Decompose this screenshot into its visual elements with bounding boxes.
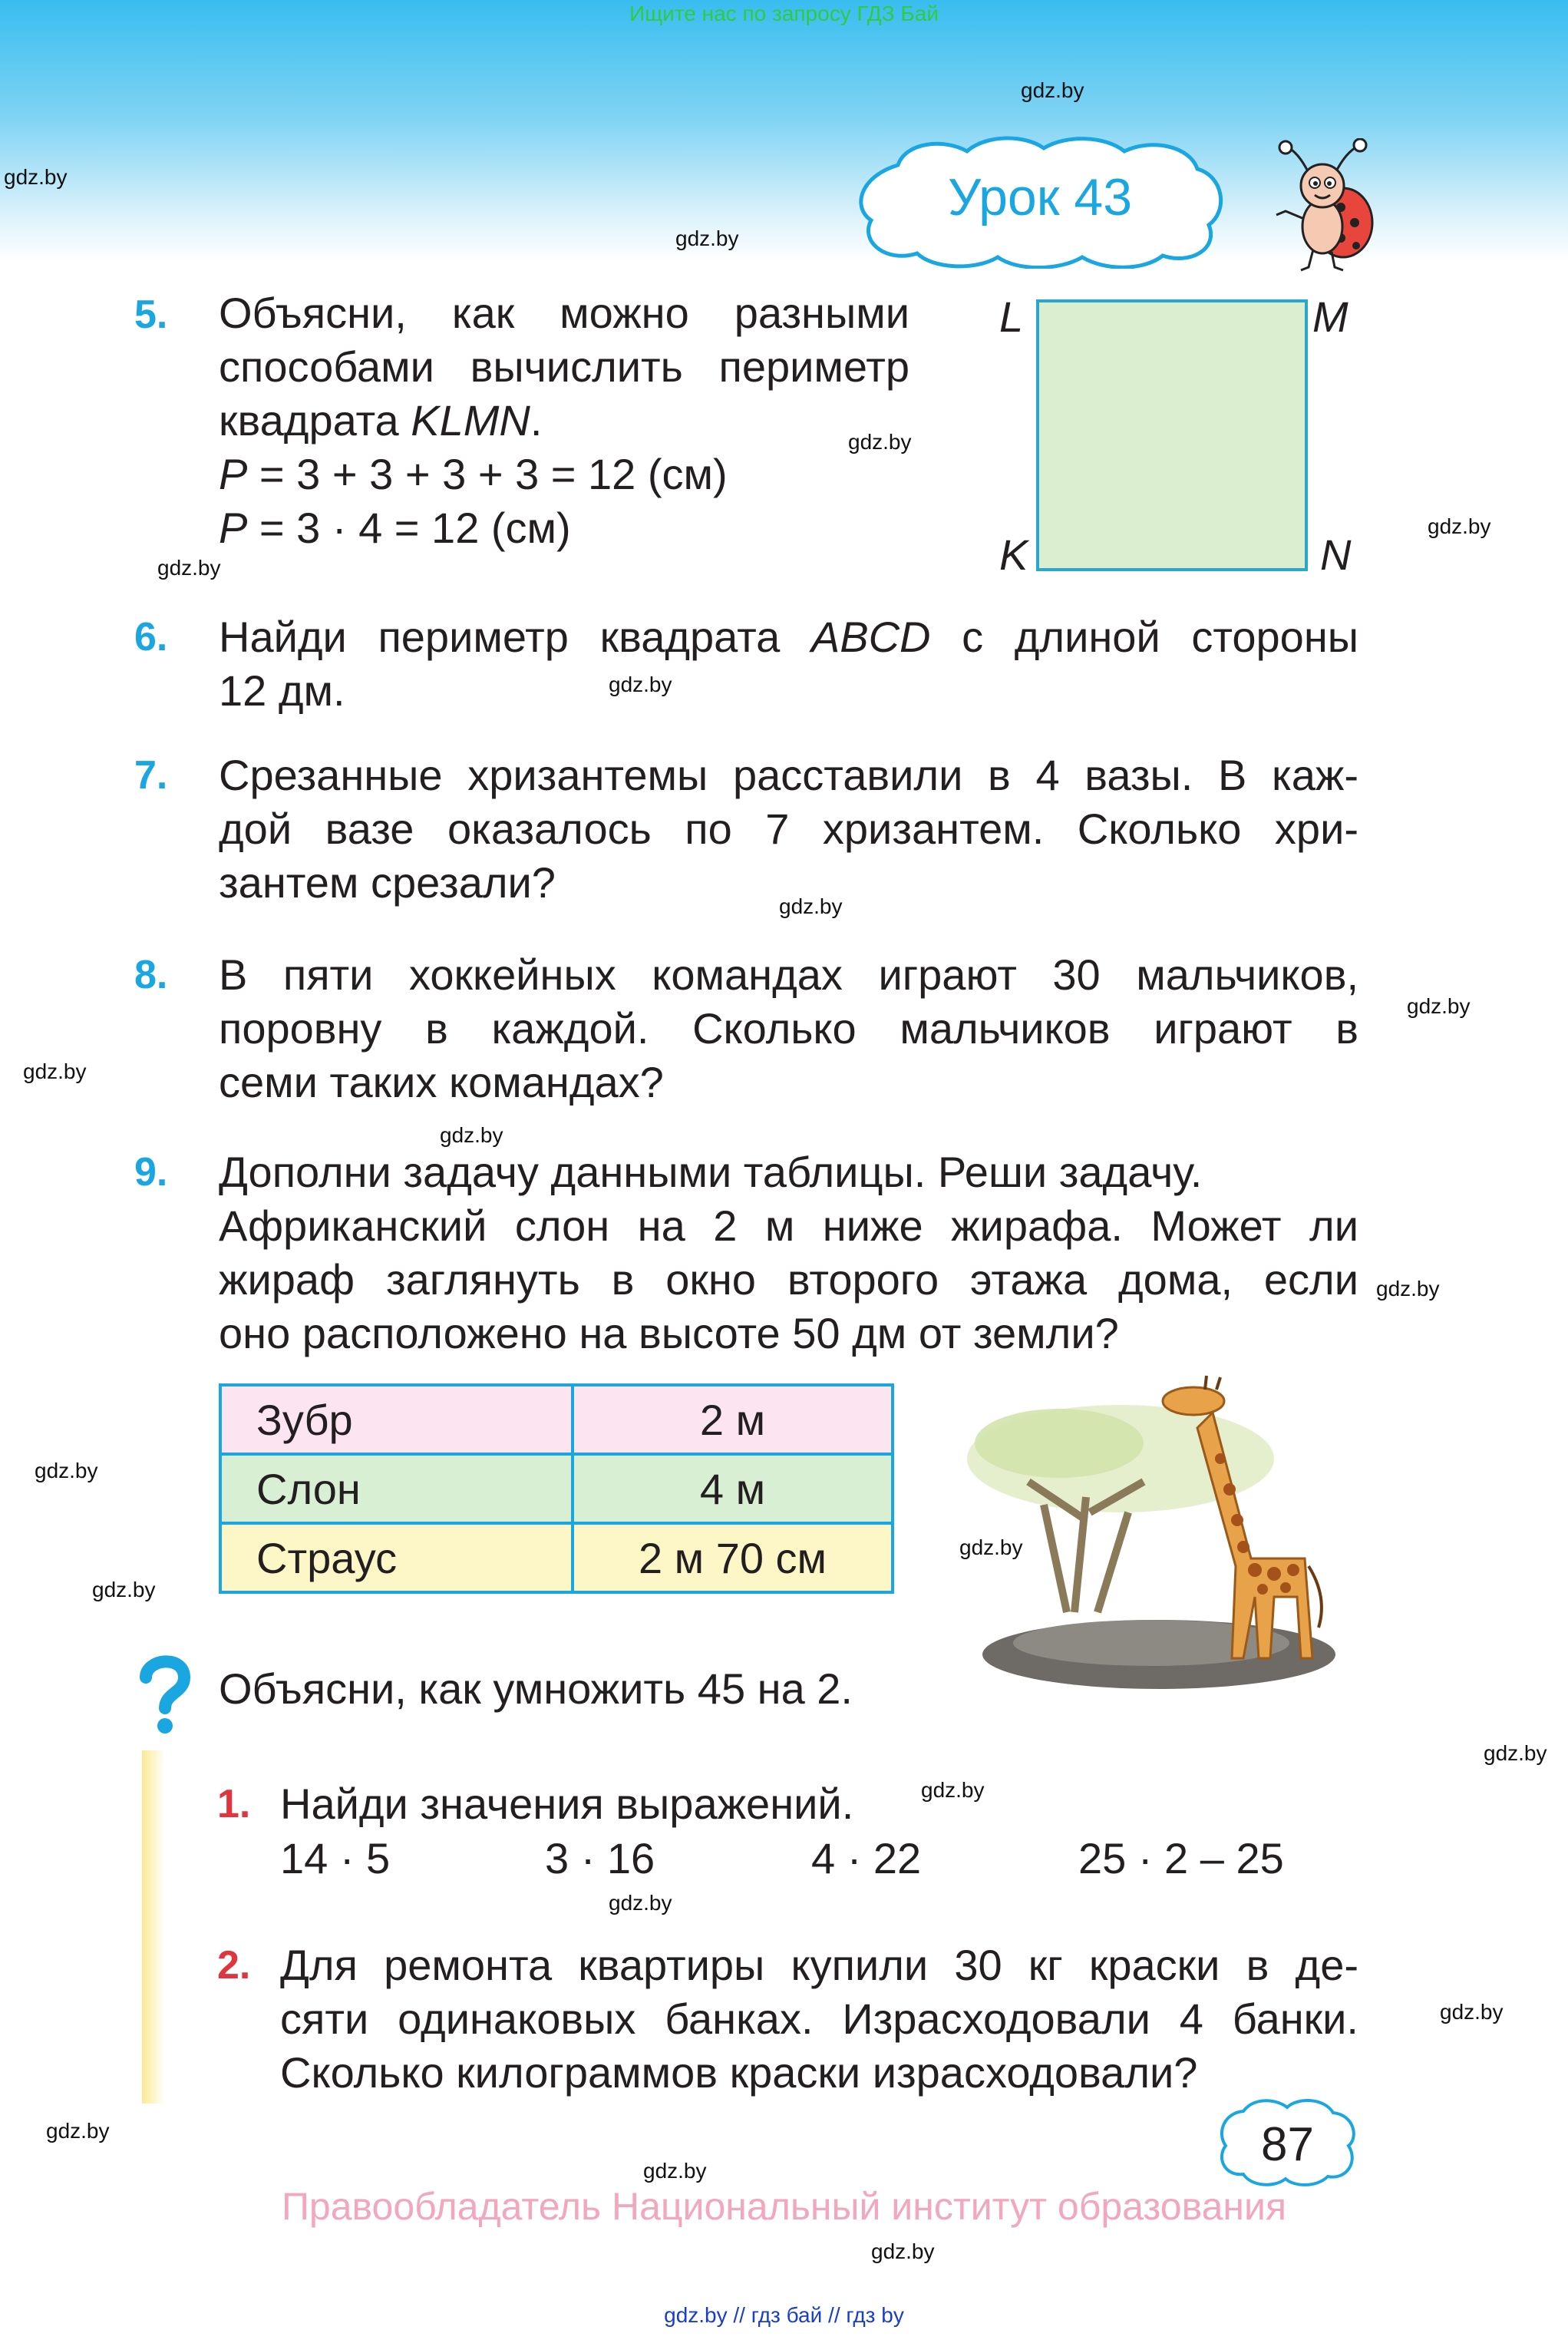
expression: 3 · 16	[545, 1834, 655, 1882]
watermark: gdz.by	[35, 1459, 98, 1482]
vertex-label-k: K	[999, 530, 1028, 579]
watermark: gdz.by	[92, 1578, 156, 1601]
homework-2-line: Для ремонта квартиры купили 30 кг краски в де-	[280, 1941, 1358, 1989]
task-5-line: квадрата KLMN.	[219, 396, 543, 445]
task-9-text	[219, 1145, 1358, 1360]
table-row	[220, 1385, 893, 1454]
homework-2-number: 2.	[217, 1943, 251, 1988]
formula-sum: P = 3 + 3 + 3 + 3 = 12 (см)	[219, 450, 728, 498]
task-5-line: способами вычислить периметр	[219, 342, 909, 391]
homework-2-line: Сколько килограммов краски израсходовали?	[280, 2048, 1198, 2097]
footer-links[interactable]: gdz.by // гдз бай // гдз by	[664, 2303, 904, 2327]
task-5-number: 5.	[134, 292, 168, 337]
expression: 4 · 22	[811, 1834, 922, 1882]
watermark: gdz.by	[675, 226, 739, 250]
task-9-line: жираф заглянуть в окно второго этажа дома, если	[219, 1255, 1358, 1304]
task-7-text	[219, 749, 1358, 910]
homework-1-title	[280, 1777, 1355, 1831]
square-name: ABCD	[810, 613, 931, 661]
table-cell-name: Страус	[220, 1523, 573, 1592]
expressions-row	[280, 1832, 1355, 1886]
watermark: gdz.by	[157, 556, 221, 580]
page-number: 87	[1261, 2118, 1314, 2171]
watermark: gdz.by	[1440, 2000, 1504, 2024]
watermark: gdz.by	[1407, 994, 1471, 1018]
task-9-number: 9.	[134, 1150, 168, 1195]
watermark: gdz.by	[23, 1059, 87, 1083]
expression: 14 · 5	[280, 1834, 391, 1882]
table-row	[220, 1454, 893, 1523]
watermark: gdz.by	[848, 430, 912, 454]
task-9-line: Африканский слон на 2 м ниже жирафа. Может ли	[219, 1201, 1358, 1250]
watermark: gdz.by	[1376, 1277, 1440, 1301]
watermark: gdz.by	[609, 673, 672, 696]
vertex-label-m: M	[1312, 292, 1348, 341]
watermark: gdz.by	[440, 1123, 503, 1147]
task-7-line: дой вазе оказалось по 7 хризантем. Сколько хри-	[219, 805, 1358, 853]
task-8-line: семи таких командах?	[219, 1058, 664, 1106]
question-text	[219, 1662, 1216, 1716]
copyright-owner: Правообладатель Национальный институт образования	[281, 2185, 1287, 2228]
watermark: gdz.by	[959, 1535, 1023, 1559]
task-5-line: Объясни, как можно разными	[219, 289, 909, 337]
question-line: Объясни, как умножить 45 на 2.	[219, 1664, 853, 1713]
giraffe-illustration	[952, 1367, 1366, 1697]
watermark: gdz.by	[46, 2119, 110, 2143]
task-8-number: 8.	[134, 953, 168, 997]
task-7-line: зантем срезали?	[219, 858, 556, 907]
table-cell-value: 2 м	[573, 1385, 893, 1454]
task-9-line: Дополни задачу данными таблицы. Реши задачу.	[219, 1148, 1203, 1196]
ladybug-mascot-icon	[1270, 138, 1378, 276]
watermark: gdz.by	[1021, 78, 1084, 102]
task-5-text	[219, 286, 909, 555]
watermark: gdz.by	[921, 1778, 985, 1802]
watermark: gdz.by	[643, 2159, 707, 2183]
homework-2-line: сяти одинаковых банках. Израсходовали 4 банки.	[280, 1995, 1358, 2043]
task-7-line: Срезанные хризантемы расставили в 4 вазы. В каж-	[219, 751, 1358, 799]
square-klmn-figure	[990, 284, 1358, 591]
task-8-line: поровну в каждой. Сколько мальчиков играют в	[219, 1004, 1358, 1053]
watermark: gdz.by	[1484, 1741, 1547, 1765]
animal-heights-table	[219, 1383, 894, 1594]
task-6-text	[219, 610, 1358, 718]
top-banner-link[interactable]: Ищите нас по запросу ГДЗ Бай	[629, 2, 939, 25]
watermark: gdz.by	[1428, 514, 1491, 538]
table-cell-value: 4 м	[573, 1454, 893, 1523]
vertex-label-n: N	[1320, 530, 1352, 579]
expression: 25 · 2 – 25	[1078, 1834, 1284, 1882]
task-8-text	[219, 948, 1358, 1109]
formula-product: P = 3 · 4 = 12 (см)	[219, 504, 571, 552]
square-name: KLMN	[411, 396, 530, 445]
homework-2-text	[280, 1938, 1358, 2100]
watermark: gdz.by	[779, 894, 843, 918]
task-9-line: оно расположено на высоте 50 дм от земли?	[219, 1309, 1119, 1357]
watermark: gdz.by	[871, 2239, 935, 2263]
task-6-number: 6.	[134, 615, 168, 659]
table-cell-value: 2 м 70 см	[573, 1523, 893, 1592]
task-6-line: 12 дм.	[219, 666, 345, 715]
homework-1-number: 1.	[217, 1782, 251, 1826]
watermark: gdz.by	[4, 165, 68, 189]
table-cell-name: Слон	[220, 1454, 573, 1523]
lesson-title: Урок 43	[947, 168, 1133, 226]
watermark: gdz.by	[609, 1891, 672, 1915]
task-8-line: В пяти хоккейных командах играют 30 мальчиков,	[219, 950, 1358, 999]
homework-1-line: Найди значения выражений.	[280, 1780, 854, 1828]
task-7-number: 7.	[134, 753, 168, 798]
vertex-label-l: L	[999, 292, 1024, 341]
question-mark-icon	[134, 1651, 196, 1735]
table-row	[220, 1523, 893, 1592]
task-6-line: Найди периметр квадрата ABCD с длиной стороны	[219, 613, 1358, 661]
table-cell-name: Зубр	[220, 1385, 573, 1454]
square-shape	[1038, 301, 1306, 570]
